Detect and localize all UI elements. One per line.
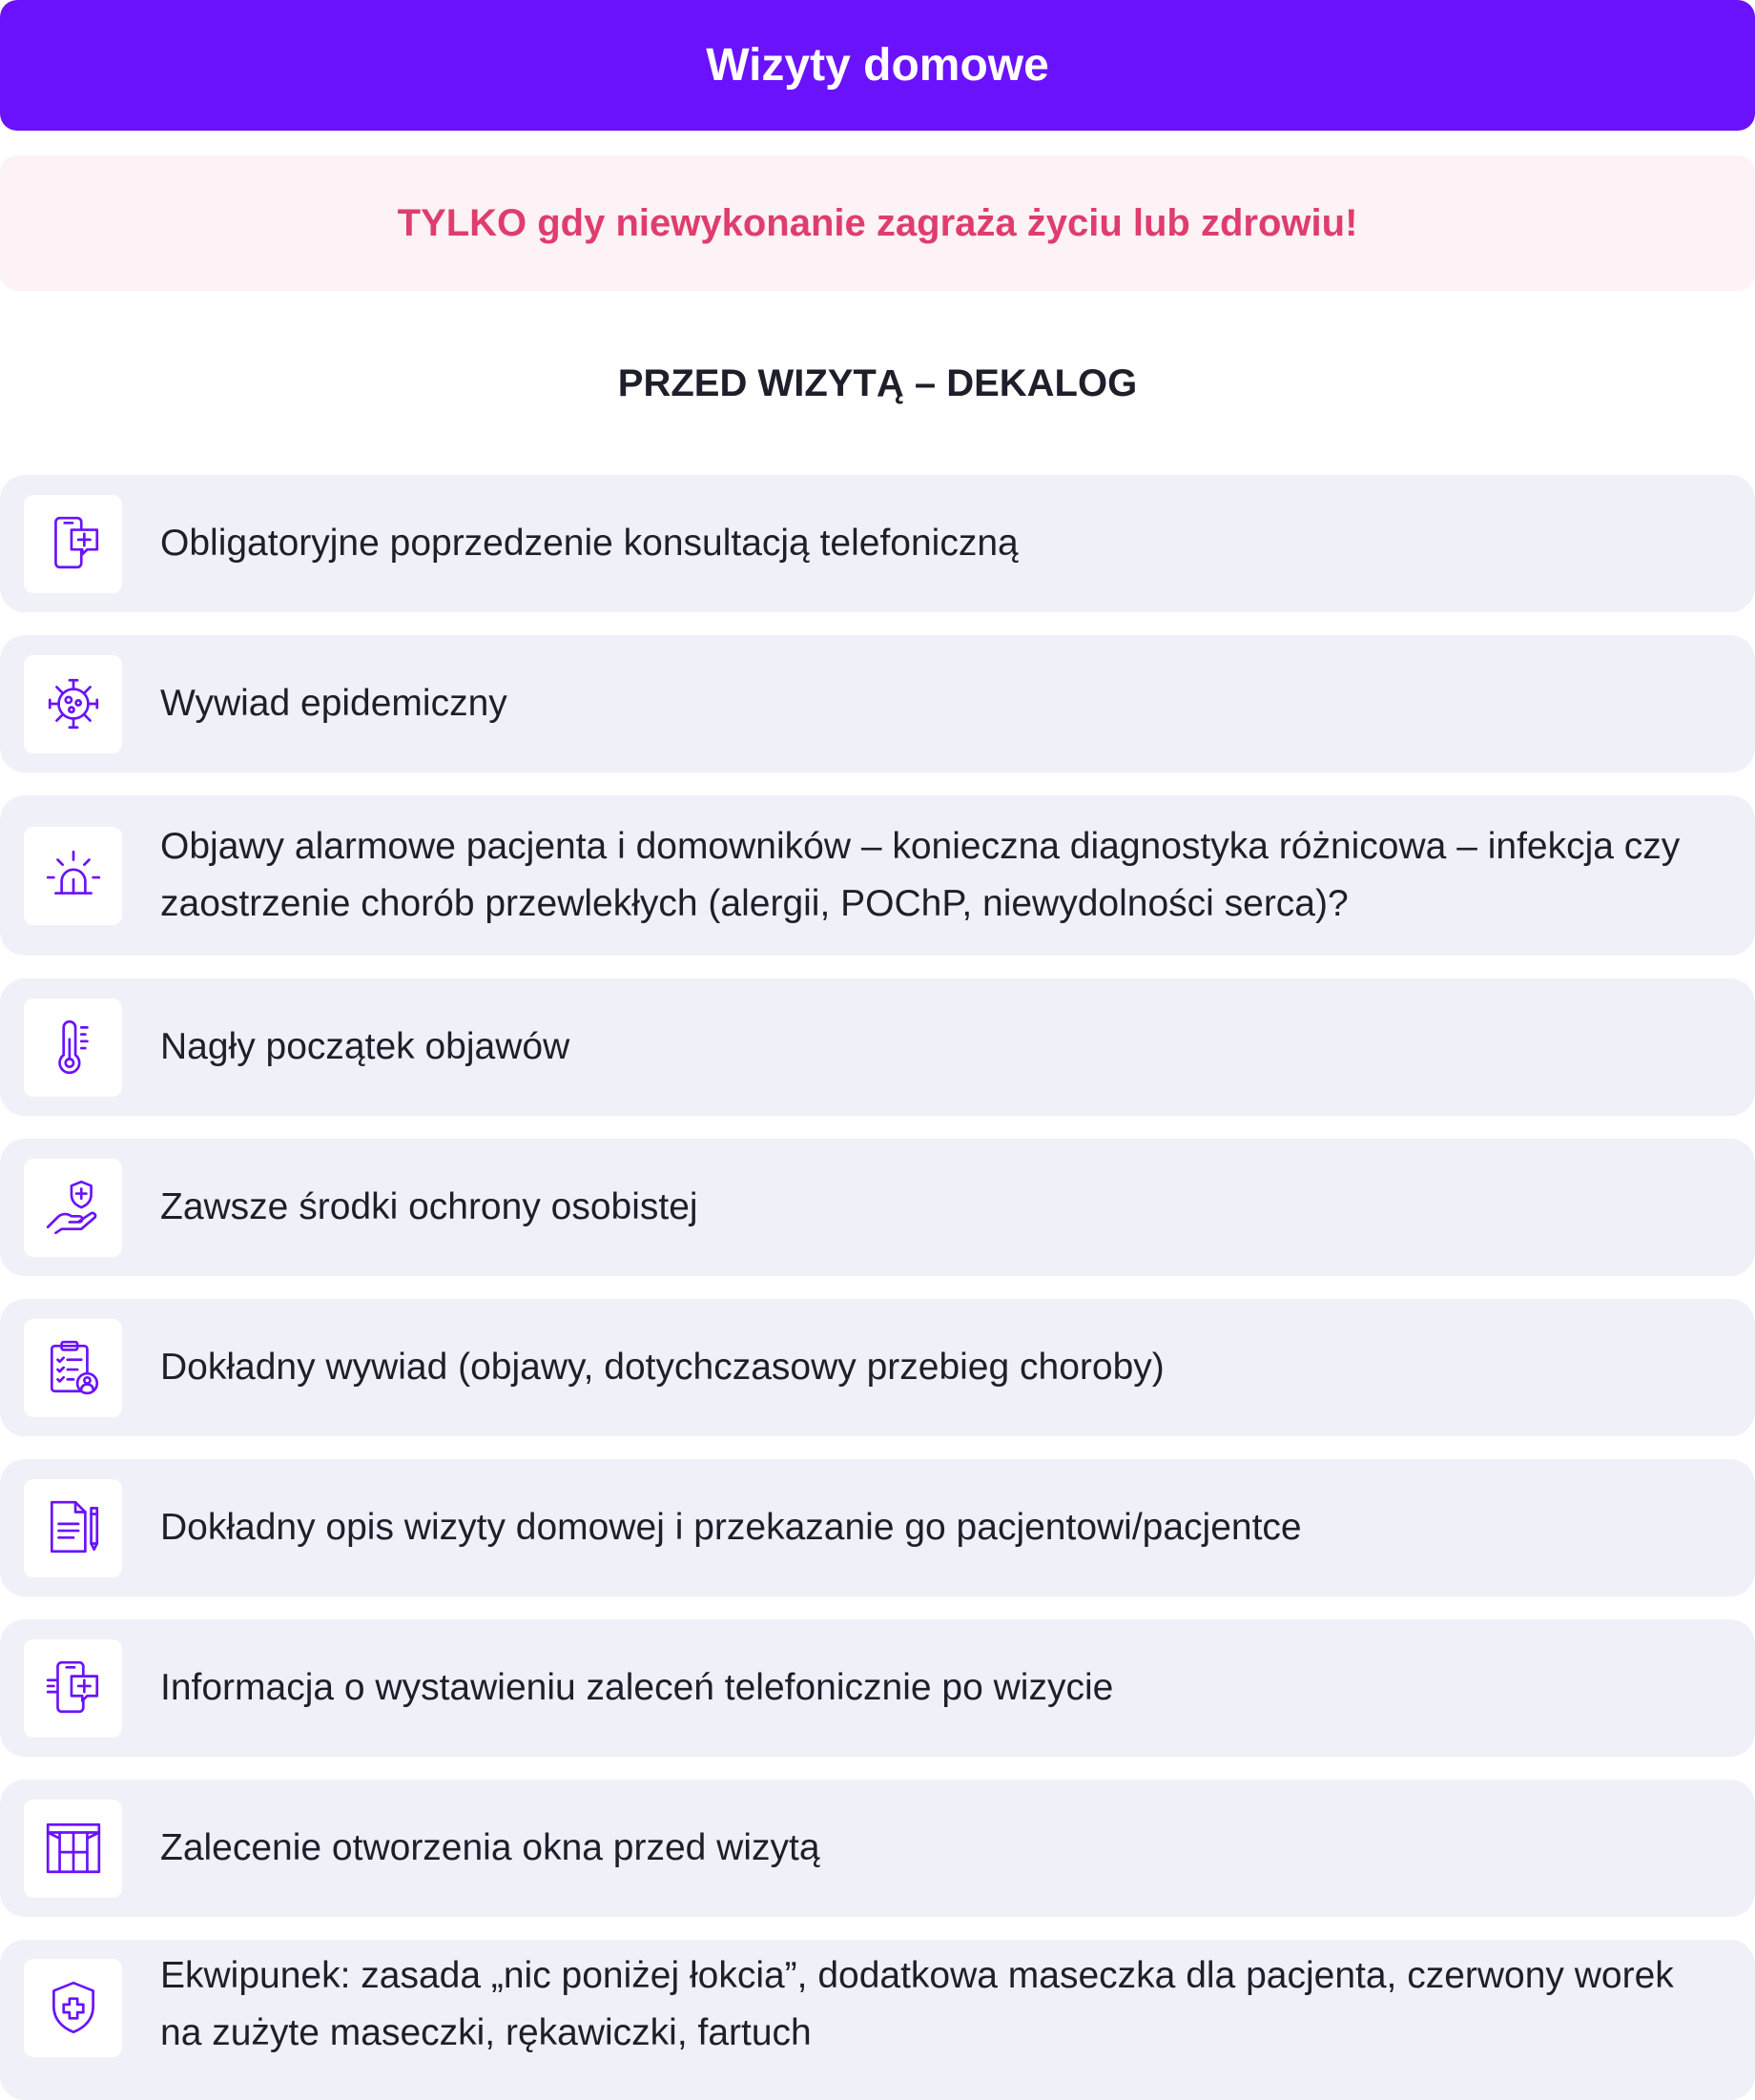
section-title: PRZED WIZYTĄ – DEKALOG [617, 361, 1138, 404]
item-text: Ekwipunek: zasada „nic poniżej łokcia”, dodatkowa maseczka dla pacjenta, czerwony worek na zużyte maseczki, rękawiczki, fartuch [160, 1955, 1674, 2053]
item-text: Dokładny opis wizyty domowej i przekazanie go pacjentowi/pacjentce [160, 1507, 1302, 1548]
page-title: Wizyty domowe [706, 40, 1049, 91]
item-text: Wywiad epidemiczny [160, 683, 507, 724]
list-item [0, 635, 1755, 772]
item-text: Zalecenie otworzenia okna przed wizytą [160, 1827, 820, 1868]
document-pen-icon [24, 1479, 122, 1577]
item-text: Informacja o wystawieniu zaleceń telefonicznie po wizycie [160, 1667, 1114, 1708]
item-text: Objawy alarmowe pacjenta i domowników – konieczna diagnostyka różnicowa – infekcja czy zaostrzenie chorób przewlekłych (alergii, POChP, niewydolności serca)? [160, 826, 1681, 924]
list-item [0, 1459, 1755, 1596]
phone-message-icon [24, 1639, 122, 1738]
shield-cross-icon [24, 1959, 122, 2057]
warning-text: TYLKO gdy niewykonanie zagraża życiu lub zdrowiu! [397, 201, 1358, 244]
list-item [0, 795, 1755, 956]
window-icon [24, 1800, 122, 1898]
list-item [0, 1619, 1755, 1757]
virus-icon [24, 655, 122, 753]
list-item [0, 1139, 1755, 1276]
item-text: Nagły początek objawów [160, 1026, 570, 1067]
clipboard-user-icon [24, 1319, 122, 1417]
item-text: Dokładny wywiad (objawy, dotychczasowy przebieg choroby) [160, 1347, 1165, 1388]
page-header [0, 0, 1755, 131]
alarm-siren-icon [24, 827, 122, 925]
list-item [0, 1780, 1755, 1917]
list-item [0, 978, 1755, 1116]
hand-shield-icon [24, 1159, 122, 1257]
list-item [0, 475, 1755, 612]
list-item [0, 1940, 1755, 2100]
warning-banner [0, 155, 1755, 291]
phone-medical-icon [24, 495, 122, 593]
item-text: Zawsze środki ochrony osobistej [160, 1186, 698, 1227]
item-text: Obligatoryjne poprzedzenie konsultacją telefoniczną [160, 523, 1019, 564]
thermometer-icon [24, 999, 122, 1097]
list-item [0, 1299, 1755, 1436]
